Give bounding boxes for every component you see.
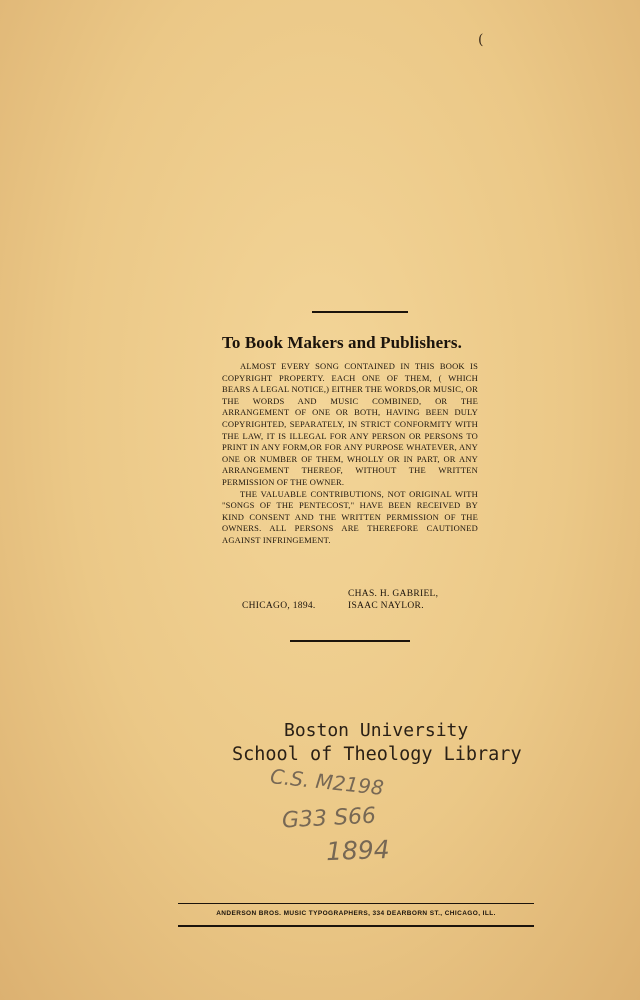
notice-paragraph-1: ALMOST EVERY SONG CONTAINED IN THIS BOOK IS COPYRIGHT PROPERTY. EACH ONE OF THEM, ( WHICH BEARS A LEGAL NOTICE,) EITHER THE WORDS,OR MUSIC, OR THE WORDS AND MUSIC COMBINED, OR THE ARRANGEMENT OF ONE OR BOTH, HAVING BEEN DULY COPYRIGHTED, SEPARATELY, IN STRICT CONFORMITY WITH THE LAW, IT IS ILLEGAL FOR ANY PERSON OR PERSONS TO PRINT IN ANY FORM,OR FOR ANY PURPOSE WHATEVER, ANY ONE OR NUMBER OF THEM, WHOLLY OR IN PART, OR ANY ARRANGEMENT THEREOF, WITHOUT THE WRITTEN PERMISSION OF THE OWNER.: [222, 361, 478, 487]
printer-imprint: ANDERSON BROS. MUSIC TYPOGRAPHERS, 334 DEARBORN ST., CHICAGO, ILL.: [216, 910, 496, 917]
corner-mark: (: [478, 32, 484, 48]
notice-title: To Book Makers and Publishers.: [222, 333, 462, 352]
library-stamp-line-2: School of Theology Library: [232, 744, 522, 765]
signatory-gabriel: CHAS. H. GABRIEL,: [348, 589, 439, 599]
place-date: CHICAGO, 1894.: [242, 601, 316, 611]
pencil-call-number-1: C.S. M2198: [269, 764, 385, 800]
notice-paragraph-2: THE VALUABLE CONTRIBUTIONS, NOT ORIGINAL WITH "SONGS OF THE PENTECOST," HAVE BEEN RECEIVED BY KIND CONSENT AND THE WRITTEN PERMISSION OF THE OWNERS. ALL PERSONS ARE THEREFORE CAUTIONED AGAINST INFRINGEMENT.: [222, 488, 478, 545]
pencil-call-number-2: G33 S66: [281, 803, 377, 834]
pencil-year: 1894: [325, 834, 391, 867]
footer-rule-top: [178, 903, 534, 904]
bottom-divider: [290, 640, 410, 642]
signatory-naylor: ISAAC NAYLOR.: [348, 601, 424, 611]
copyright-notice: [222, 361, 478, 547]
footer-rule-bottom: [178, 925, 534, 927]
library-stamp-line-1: Boston University: [284, 720, 469, 741]
top-divider: [312, 311, 408, 313]
